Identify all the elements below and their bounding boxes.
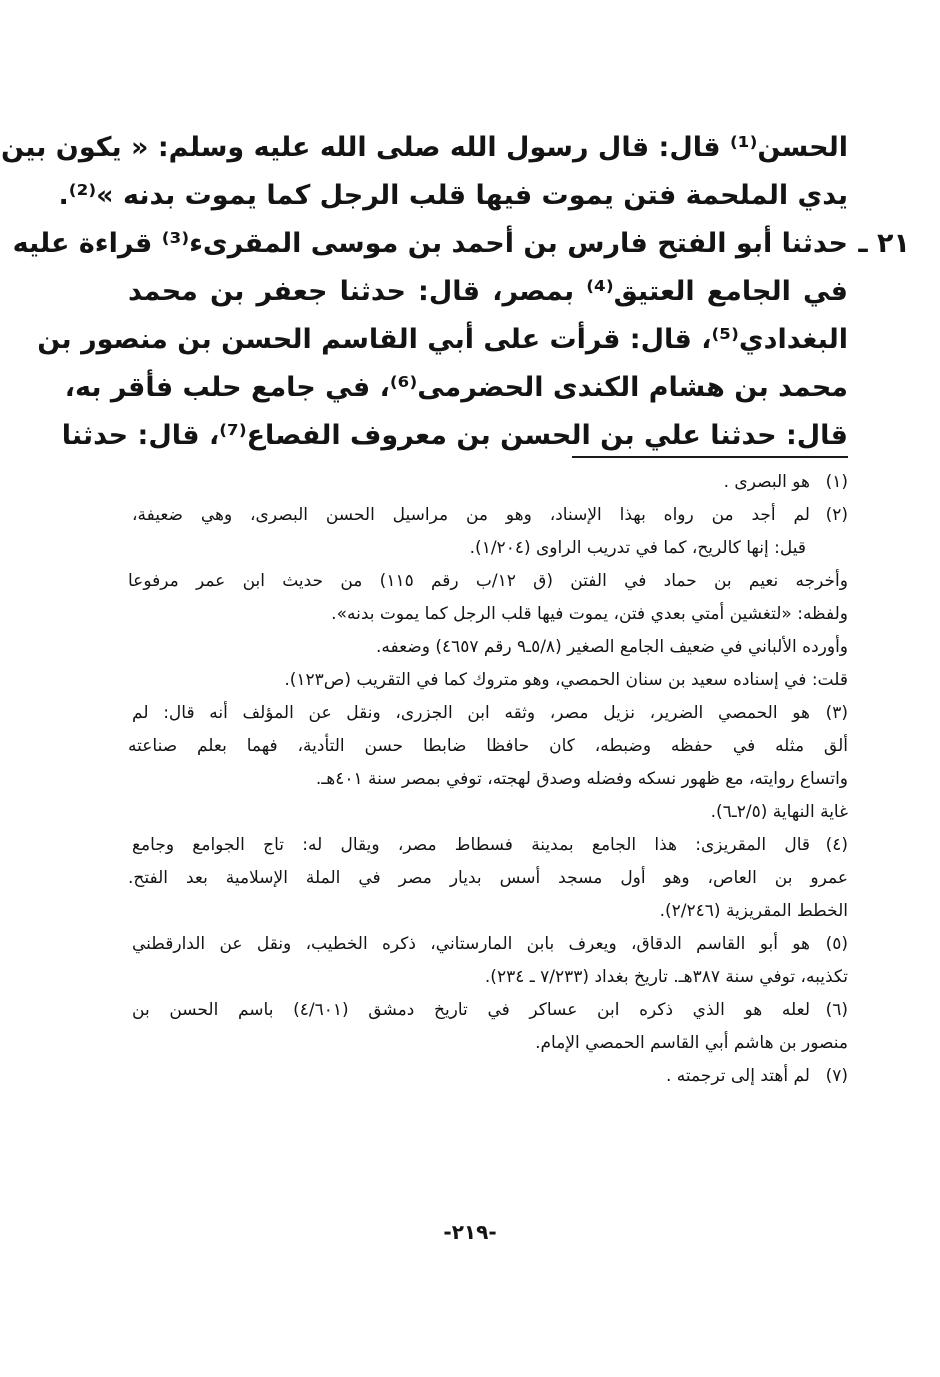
footnote-line: قلت: في إسناده سعيد بن سنان الحمصي، وهو متروك كما في التقريب (ص١٢٣). xyxy=(284,670,848,690)
main-line: حدثنا أبو الفتح فارس بن أحمد بن موسى المقرىء⁽³⁾ قراءة عليه xyxy=(12,228,848,259)
footnote-line xyxy=(128,1060,848,1093)
footnote-text: هو البصرى . xyxy=(723,472,810,492)
footnote-text: هو الحمصي الضرير، نزيل مصر، وثقه ابن الجزرى، ونقل عن المؤلف أنه قال: لم xyxy=(132,703,810,723)
footnote-line xyxy=(128,697,848,730)
hadith-number: ٢١ ـ xyxy=(858,228,910,259)
footnote-number: (٢) xyxy=(825,505,848,525)
footnote-line: عمرو بن العاص، وهو أول مسجد أسس بديار مصر في الملة الإسلامية بعد الفتح. xyxy=(128,868,848,888)
footnote-number: (٣) xyxy=(825,703,848,723)
footnote-line xyxy=(128,466,848,499)
main-line: قال: حدثنا علي بن الحسن بن معروف الفصاع⁽⁷⁾، قال: حدثنا xyxy=(61,420,848,451)
hadith-paragraph xyxy=(12,220,910,460)
main-line: البغدادي⁽⁵⁾، قال: قرأت على أبي القاسم الحسن بن منصور بن xyxy=(37,324,848,355)
main-line: الحسن⁽¹⁾ قال: قال رسول الله صلى الله عليه وسلم: « يكون بين xyxy=(0,132,848,163)
footnote-line xyxy=(128,829,848,862)
footnote-number: (٥) xyxy=(825,934,848,954)
footnote-line: وأخرجه نعيم بن حماد في الفتن (ق ١٢/ب رقم ١١٥) من حديث ابن عمر مرفوعا xyxy=(128,571,848,591)
footnote-line: منصور بن هاشم أبي القاسم الحمصي الإمام. xyxy=(535,1033,848,1053)
main-line: محمد بن هشام الكندى الحضرمى⁽⁶⁾، في جامع حلب فأقر به، xyxy=(64,372,848,403)
footnote-text: لم أهتد إلى ترجمته . xyxy=(665,1066,810,1086)
footnote-text: لم أجد من رواه بهذا الإسناد، وهو من مراسيل الحسن البصرى، وهي ضعيفة، xyxy=(132,505,810,525)
main-text xyxy=(0,124,910,460)
footnote-line: قيل: إنها كالريح، كما في تدريب الراوى (١/٢٠٤). xyxy=(469,538,806,558)
footnote-separator xyxy=(572,456,848,458)
footnote-text: هو أبو القاسم الدقاق، ويعرف بابن المارستاني، ذكره الخطيب، ونقل عن الدارقطني xyxy=(132,934,810,954)
main-line: يدي الملحمة فتن يموت فيها قلب الرجل كما يموت بدنه »⁽²⁾. xyxy=(58,180,848,211)
main-line: في الجامع العتيق⁽⁴⁾ بمصر، قال: حدثنا جعفر بن محمد xyxy=(128,276,848,307)
footnote-line: وأورده الألباني في ضعيف الجامع الصغير (٥/٨ـ٩ رقم ٤٦٥٧) وضعفه. xyxy=(375,637,848,657)
page-number: -٢١٩- xyxy=(443,1220,497,1244)
footnote-line: تكذيبه، توفي سنة ٣٨٧هـ. تاريخ بغداد (٧/٢٣٣ ـ ٢٣٤). xyxy=(484,967,848,987)
footnote-line xyxy=(128,499,848,532)
footnote-number: (١) xyxy=(825,472,848,492)
footnote-line: ألق مثله في حفظه وضبطه، كان حافظا ضابطا حسن التأدية، فهما بعلم صناعته xyxy=(128,736,848,756)
footnote-line xyxy=(128,928,848,961)
footnote-line: ولفظه: «لتغشين أمتي بعدي فتن، يموت فيها قلب الرجل كما يموت بدنه». xyxy=(331,604,848,624)
footnote-line: واتساع روايته، مع ظهور نسكه وفضله وصدق لهجته، توفي بمصر سنة ٤٠١هـ. xyxy=(315,769,848,789)
footnote-line xyxy=(128,994,848,1027)
footnote-text: لعله هو الذي ذكره ابن عساكر في تاريخ دمشق (٤/٦٠١) باسم الحسن بن xyxy=(132,1000,811,1020)
footnote-line: الخطط المقريزية (٢/٢٤٦). xyxy=(659,901,848,921)
footnote-line: غاية النهاية (٢/٥ـ٦). xyxy=(710,802,848,822)
footnote-number: (٤) xyxy=(825,835,848,855)
footnote-number: (٧) xyxy=(825,1066,848,1086)
footnote-text: قال المقريزى: هذا الجامع بمدينة فسطاط مصر، ويقال له: تاج الجوامع وجامع xyxy=(132,835,810,855)
footnotes xyxy=(128,462,848,1093)
footnote-number: (٦) xyxy=(825,1000,848,1020)
